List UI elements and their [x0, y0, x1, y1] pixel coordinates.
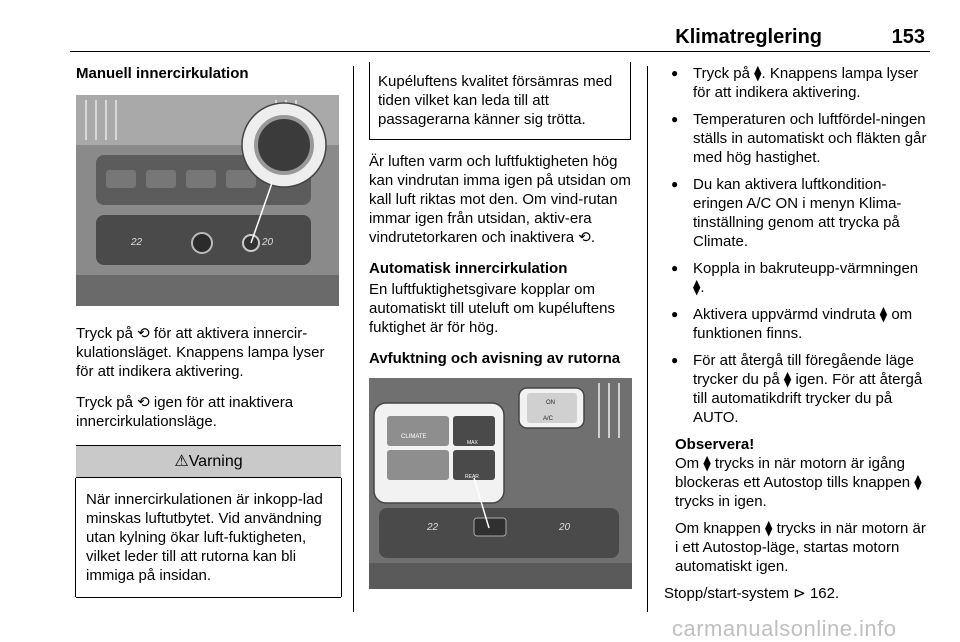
page-title: Klimatreglering [675, 26, 822, 48]
list-item: ● För att återgå till föregående läge trycker du på ⧫ igen. För att återgå till automatikdrift trycker du på AUTO. [664, 351, 930, 427]
heading-manual-recirculation: Manuell innercirkulation [76, 65, 249, 82]
climate-panel-illustration [369, 378, 632, 589]
watermark: carmanualsonline.info [672, 616, 897, 641]
column-divider-1 [353, 66, 354, 612]
defog-steps-list [664, 64, 930, 427]
photo-recirculation-button [76, 95, 339, 306]
continued-warning-box [369, 62, 631, 140]
max-button-label: MAX [467, 440, 478, 446]
note-paragraph-2: Om knappen ⧫ trycks in när motorn är i ett Autostop-läge, startas motorn automatiskt igen. [675, 520, 926, 575]
left-temp-label-2: 22 [427, 522, 439, 533]
right-temp-label-2: 20 [559, 522, 571, 533]
paragraph-deactivate: Tryck på ⟲ igen för att inaktivera innercirkulationsläge. [76, 394, 294, 430]
warning-title: ⚠Varning [76, 446, 341, 478]
climate-button-label: CLIMATE [401, 434, 427, 440]
left-temp-label: 22 [131, 237, 143, 248]
note-title: Observera! [675, 436, 755, 453]
continued-warning-text: Kupéluftens kvalitet försämras med tiden vilket kan leda till att passagerarna känner sig trötta. [378, 73, 613, 128]
column-1 [76, 64, 341, 598]
list-item: ● Tryck på ⧫. Knappens lampa lyser för att indikera aktivering. [664, 64, 930, 102]
column-2 [369, 64, 631, 589]
right-temp-label: 20 [262, 237, 274, 248]
heading-defog: Avfuktning och avisning av rutorna [369, 350, 621, 367]
page-header [70, 0, 930, 52]
paragraph-auto-recirculation: En luftfuktighetsgivare kopplar om automatiskt till uteluft om kupéluftens fuktighet är för hög. [369, 281, 615, 336]
paragraph-activate: Tryck på ⟲ för att aktivera innercir-kulationsläget. Knappens lampa lyser för att indikera aktivering. [76, 325, 325, 380]
note-paragraph-1: Om ⧫ trycks in när motorn är igång blockeras ett Autostop tills knappen ⧫ trycks in igen. [675, 455, 922, 510]
dashboard-illustration [76, 95, 339, 306]
warning-body: När innercirkulationen är inkopp-lad minskas luftutbytet. Vid användning utan kylning ökar luft-fuktigheten, vilket leder till att rutorna kan bli immiga på insidan. [75, 478, 342, 597]
page-number: 153 [891, 26, 925, 48]
list-item: ● Du kan aktivera luftkondition-eringen A/C ON i menyn Klima-tinställning genom att trycka på Climate. [664, 175, 930, 251]
list-item: ● Koppla in bakruteupp-värmningen ⧫. [664, 259, 930, 297]
list-item: ● Aktivera uppvärmd vindruta ⧫ om funktionen finns. [664, 305, 930, 343]
rear-button-label: REAR [465, 474, 479, 480]
heading-auto-recirculation: Automatisk innercirkulation [369, 260, 568, 277]
cross-reference: Stopp/start-system ⊳ 162. [664, 585, 840, 602]
column-divider-2 [647, 66, 648, 612]
ac-label: A/C [543, 416, 554, 422]
column-3 [664, 64, 930, 603]
warning-box [76, 445, 341, 598]
list-item: ● Temperaturen och luftfördel-ningen ställs in automatiskt och fläkten går med hög hastighet. [664, 110, 930, 167]
paragraph-humidity: Är luften varm och luftfuktigheten hög kan vindrutan imma igen på utsidan om kall luft riktas mot den. Om vind-rutan immar igen från utsidan, aktiv-era vindrutetorkaren och inaktivera ⟲. [369, 153, 631, 246]
photo-climate-buttons [369, 378, 632, 589]
on-label: ON [546, 400, 555, 406]
